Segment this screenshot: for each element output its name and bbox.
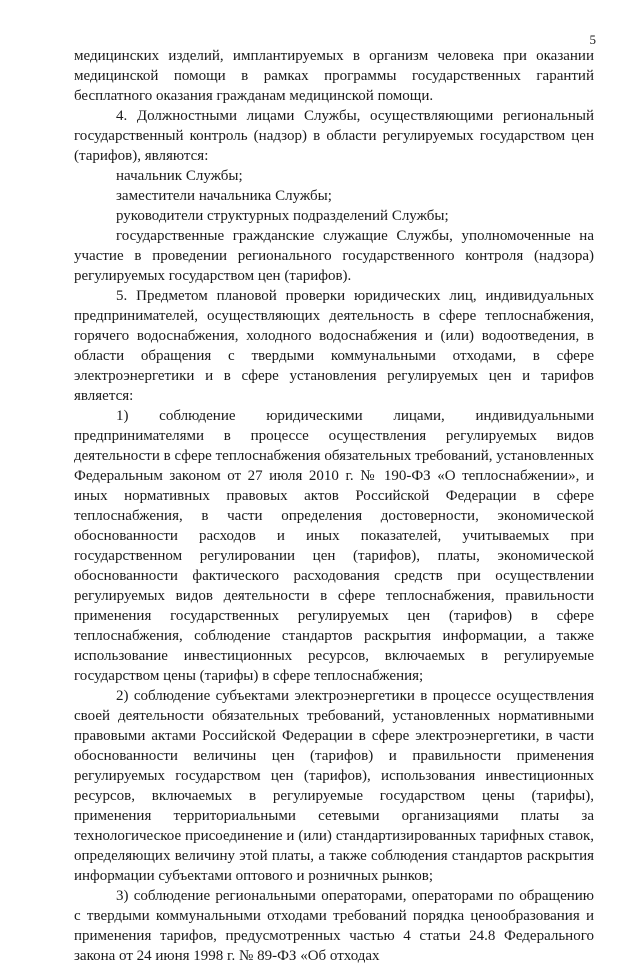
- paragraph: 5. Предметом плановой проверки юридических лиц, индивидуальных предпринимателей, осуществляющих деятельность в сфере теплоснабжения, горячего водоснабжения, холодного водоснабжения и (или) водоотведения, в области обращения с твердыми коммунальными отходами, в сфере электроэнергетики и в сфере установления регулируемых цен и тарифов является:: [74, 288, 594, 404]
- paragraph: 2) соблюдение субъектами электроэнергетики в процессе осуществления своей деятельности обязательных требований, установленных нормативными правовыми актами Российской Федерации в сфере электроэнергетики, в части обоснованности величины цен (тарифов) и правильности применения регулируемых государством цен (тарифов), использования инвестиционных ресурсов, включаемых в регулируемые государством цены (тарифы), применения территориальными сетевыми организациями платы за технологическое присоединение и (или) стандартизированных тарифных ставок, определяющих величину этой платы, а также соблюдения стандартов раскрытия информации субъектами оптового и розничных рынков;: [74, 688, 594, 884]
- paragraph: медицинских изделий, имплантируемых в организм человека при оказании медицинской помощи в рамках программы государственных гарантий бесплатного оказания гражданам медицинской помощи.: [74, 48, 594, 104]
- paragraph: 3) соблюдение региональными операторами, операторами по обращению с твердыми коммунальными отходами требований порядка ценообразования и применения тарифов, предусмотренных частью 4 статьи 24.8 Федерального закона от 24 июня 1998 г. № 89-ФЗ «Об отходах: [74, 888, 594, 964]
- list-item: руководители структурных подразделений Службы;: [116, 208, 449, 224]
- paragraph: 4. Должностными лицами Службы, осуществляющими региональный государственный контроль (надзор) в области регулируемых государством цен (тарифов), являются:: [74, 108, 594, 164]
- document-body: [74, 46, 594, 966]
- list-item: государственные гражданские служащие Службы, уполномоченные на участие в проведении регионального государственного контроля (надзора) регулируемых государством цен (тарифов).: [74, 228, 594, 284]
- paragraph: 1) соблюдение юридическими лицами, индивидуальными предпринимателями в процессе осуществления регулируемых видов деятельности в сфере теплоснабжения обязательных требований, установленных Федеральным законом от 27 июля 2010 г. № 190-ФЗ «О теплоснабжении», и иных нормативных правовых актов Российской Федерации в сфере теплоснабжения, в части определения достоверности, экономической обоснованности расходов и иных показателей, учитываемых при государственном регулировании цен (тарифов), платы, экономической обоснованности фактического расходования средств при осуществлении регулируемых видов деятельности в сфере теплоснабжения, правильности применения государственных регулируемых цен (тарифов) в сфере теплоснабжения, соблюдение стандартов раскрытия информации, а также использование инвестиционных ресурсов, включаемых в регулируемые государством цены (тарифы) в сфере теплоснабжения;: [74, 408, 594, 684]
- page-number: 5: [589, 32, 596, 47]
- list-item: начальник Службы;: [116, 168, 243, 184]
- list-item: заместители начальника Службы;: [116, 188, 332, 204]
